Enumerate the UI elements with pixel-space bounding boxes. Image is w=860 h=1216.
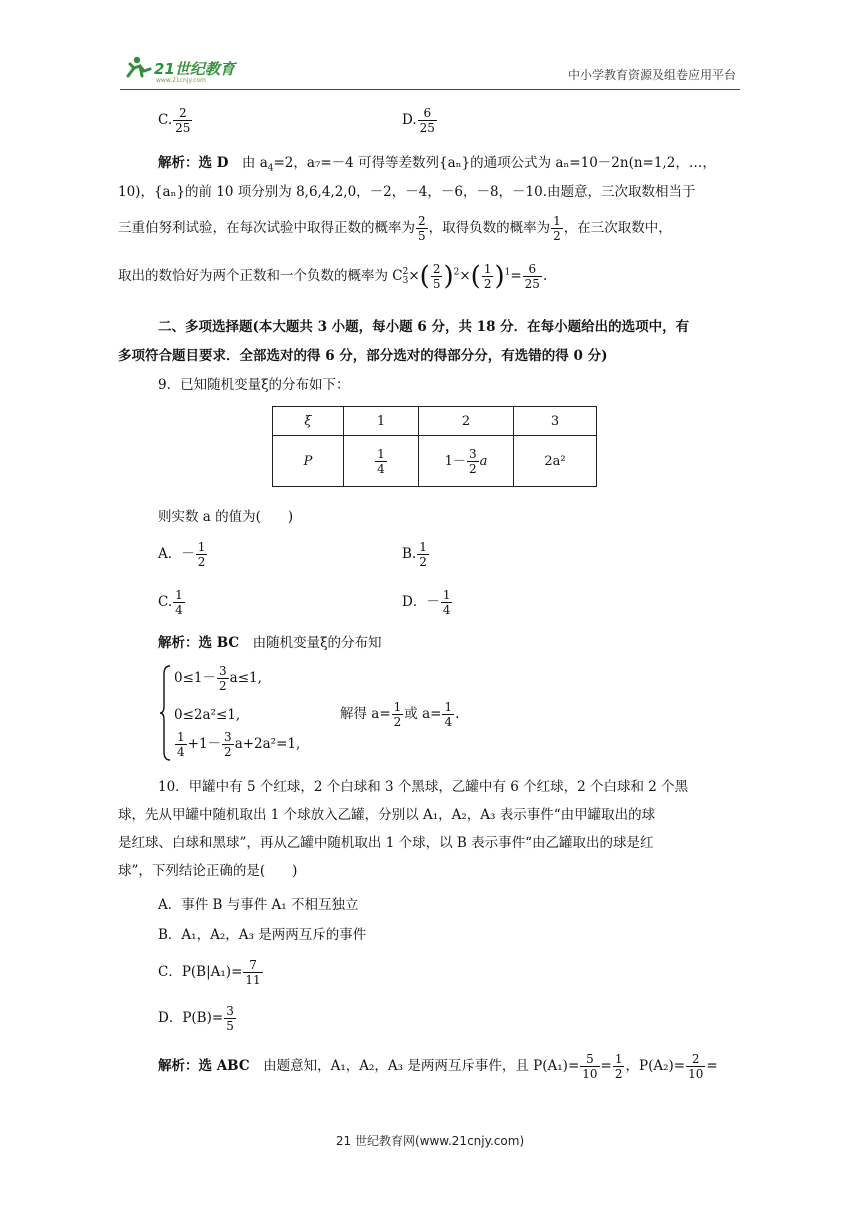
q9-solution-lead: 解析：选 BC 由随机变量ξ的分布知 (158, 635, 382, 651)
q9-option-c: C. $\frac{1}{4}$ (158, 588, 183, 617)
q9-system-line1: 0≤1－ $\frac{3}{2}$ a≤1, (174, 664, 262, 693)
runner-icon (128, 57, 150, 76)
q8-solution-line2: 10)，{aₙ}的前 10 项分别为 8,6,4,2,0，－2，－4，－6，－8，－10.由题意，三次取数相当于 (118, 184, 696, 200)
page-header (120, 54, 740, 90)
q10-option-c: C．P(B|A₁)= $\frac{7}{11}$ (158, 958, 261, 987)
q9-option-a: A．－ $\frac{1}{2}$ (158, 540, 206, 569)
q10-option-b: B．A₁，A₂，A₃ 是两两互斥的事件 (158, 927, 367, 943)
header-divider (120, 89, 740, 90)
section2-title-line1: 二、多项选择题(本大题共 3 小题，每小题 6 分，共 18 分．在每小题给出的选项中，有 (158, 319, 690, 335)
q8-solution-line4: 取出的数恰好为两个正数和一个负数的概率为 C 2 3 ×( $\frac{2}{5}$ )$^2$×( $\frac{1}{2}$ )$^1$= $\frac{6}{25}$ . (118, 261, 548, 292)
q10-stem-line3: 是红球、白球和黑球”，再从乙罐中随机取出 1 个球，以 B 表示事件“由乙罐取出的球是红 (118, 835, 654, 851)
table-cell: 2a² (514, 436, 597, 487)
site-logo (120, 54, 250, 84)
q9-question: 则实数 a 的值为( ) (158, 509, 294, 525)
q10-stem-line1: 10．甲罐中有 5 个红球，2 个白球和 3 个黑球，乙罐中有 6 个红球，2 个白球和 2 个黑 (158, 779, 689, 795)
table-cell: 3 (514, 407, 597, 436)
table-row (273, 436, 597, 487)
q10-solution-line1: 解析：选 ABC 由题意知，A₁，A₂，A₃ 是两两互斥事件，且 P(A₁)= $\frac{5}{10}$ = $\frac{1}{2}$ ，P(A₂)= $\frac{2}{10}$ = (158, 1052, 718, 1081)
q10-stem-line4: 球”，下列结论正确的是( ) (118, 863, 298, 879)
left-brace-icon (160, 664, 172, 762)
table-cell: $\frac{1}{4}$ (344, 436, 419, 487)
q9-option-d: D．－ $\frac{1}{4}$ (402, 588, 451, 617)
table-header-row (273, 407, 597, 436)
q10-option-d: D．P(B)= $\frac{3}{5}$ (158, 1004, 234, 1033)
q9-solution-result: 解得 a= $\frac{1}{2}$ 或 a= $\frac{1}{4}$ . (340, 700, 460, 729)
q9-system-line2: 0≤2a²≤1, (174, 707, 241, 723)
table-cell: 1 (344, 407, 419, 436)
q9-stem: 9．已知随机变量ξ的分布如下： (158, 377, 350, 393)
q9-option-b: B. $\frac{1}{2}$ (402, 540, 427, 569)
q8-option-c: C. $\frac{2}{25}$ (158, 106, 191, 135)
header-platform-text: 中小学教育资源及组卷应用平台 (567, 68, 736, 82)
q9-distribution-table (272, 406, 597, 487)
table-cell: 1－ $\frac{3}{2}$ a (419, 436, 514, 487)
svg-text:www.21cnjy.com: www.21cnjy.com (156, 77, 206, 84)
q8-option-d: D. $\frac{6}{25}$ (402, 106, 435, 135)
q8-solution-line3: 三重伯努利试验，在每次试验中取得正数的概率为 $\frac{2}{5}$ ，取得负数的概率为 $\frac{1}{2}$ ，在三次取数中， (118, 214, 672, 243)
q9-system-line3: $\frac{1}{4}$ +1－ $\frac{3}{2}$ a+2a²=1, (177, 730, 301, 759)
table-cell: P (273, 436, 344, 487)
page-footer: 21 世纪教育网(www.21cnjy.com) (335, 1134, 525, 1148)
svg-text:21世纪教育: 21世纪教育 (154, 60, 235, 78)
q10-stem-line2: 球，先从甲罐中随机取出 1 个球放入乙罐，分别以 A₁，A₂，A₃ 表示事件“由甲罐取出的球 (118, 807, 656, 823)
q10-option-a: A．事件 B 与事件 A₁ 不相互独立 (158, 897, 359, 913)
table-cell: 2 (419, 407, 514, 436)
section2-title-line2: 多项符合题目要求．全部选对的得 6 分，部分选对的得部分分，有选错的得 0 分) (118, 348, 608, 364)
q8-solution-line1: 解析：选 D 由 $a_4=2$，a₇=－4 可得等差数列{aₙ}的通项公式为 aₙ=10－2n(n=1,2，…， (158, 155, 716, 174)
table-cell: ξ (273, 407, 344, 436)
